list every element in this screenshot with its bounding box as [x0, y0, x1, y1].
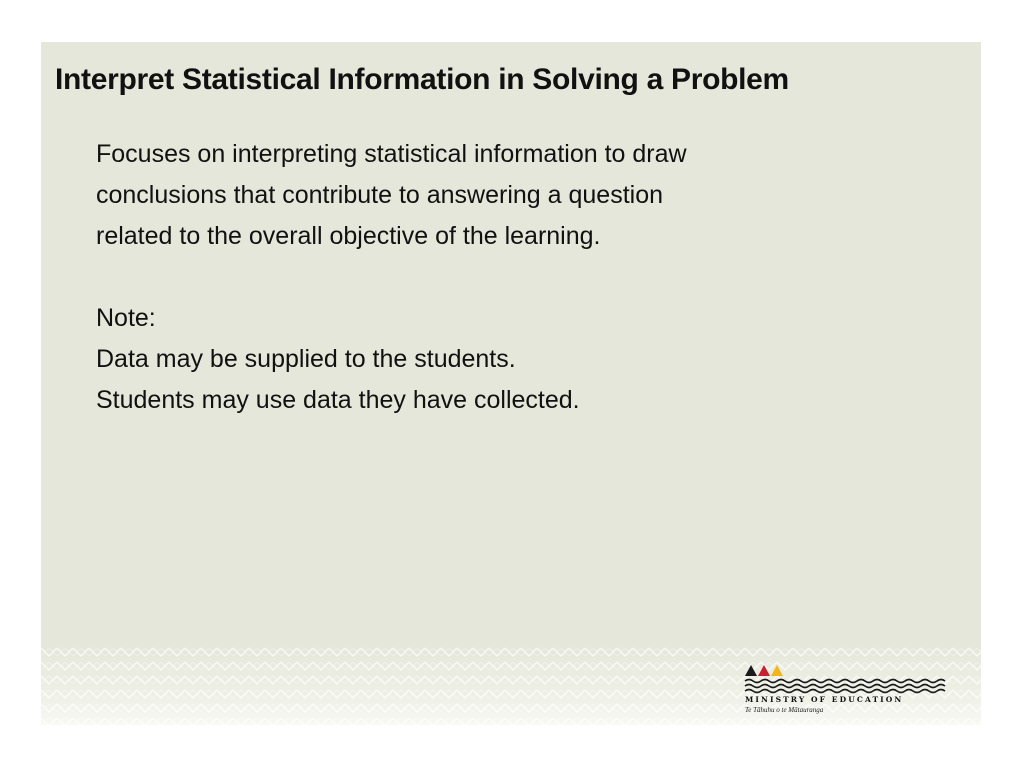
- note-line: Students may use data they have collected.: [96, 386, 580, 414]
- slide-title: Interpret Statistical Information in Solving a Problem: [55, 63, 789, 96]
- slide-panel: [41, 42, 981, 725]
- note-label: Note:: [96, 304, 156, 332]
- description-line: related to the overall objective of the learning.: [96, 222, 601, 250]
- paragraph-spacer: [96, 257, 896, 298]
- description-line: conclusions that contribute to answering a question: [96, 181, 664, 209]
- ministry-of-education-logo: [742, 659, 952, 719]
- logo-tagline: Te Tāhuhu o te Mātauranga: [745, 706, 824, 714]
- description-line: Focuses on interpreting statistical information to draw: [96, 140, 687, 168]
- slide-body: [96, 134, 896, 421]
- logo-name: MINISTRY OF EDUCATION: [745, 695, 904, 704]
- note-line: Data may be supplied to the students.: [96, 345, 516, 373]
- logo-emblem-icon: [742, 659, 952, 695]
